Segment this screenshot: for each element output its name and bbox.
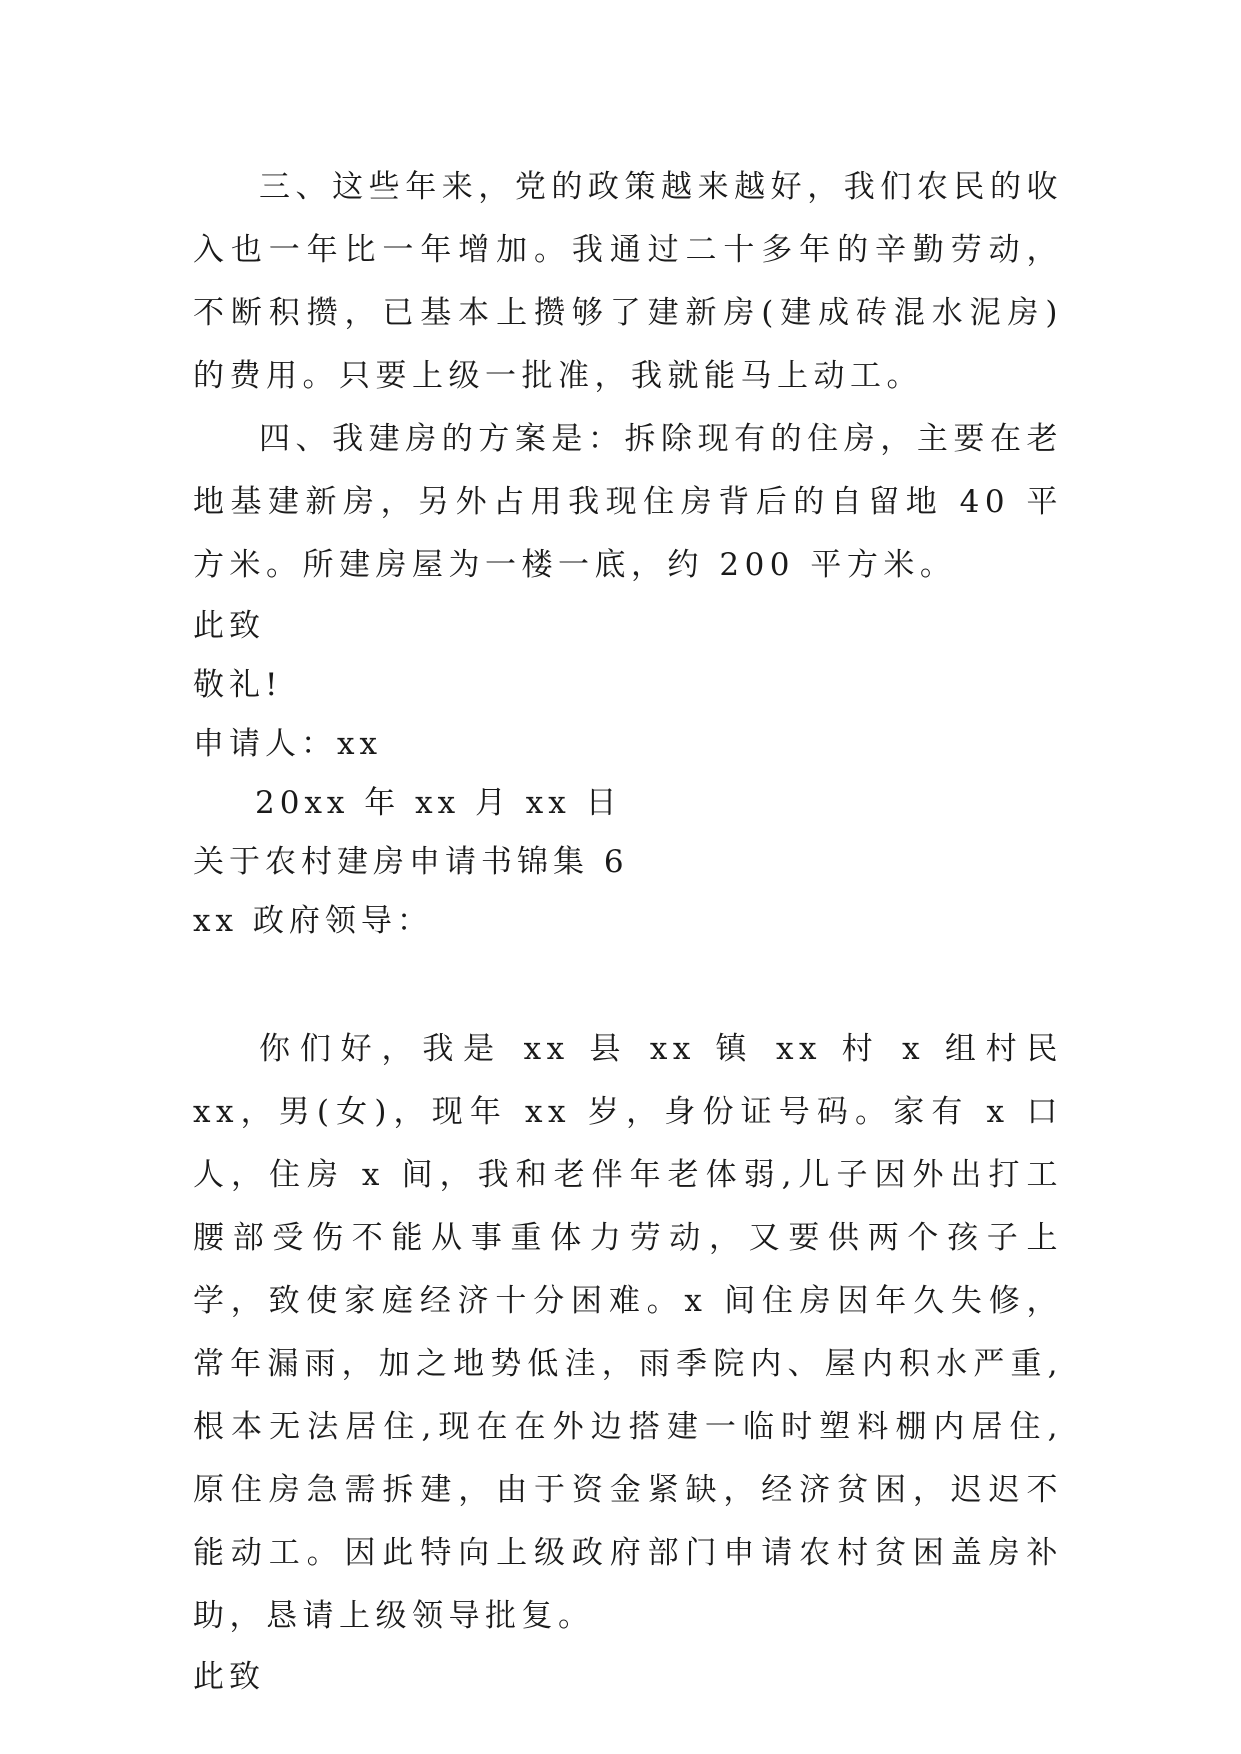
closing-phrase-2: 此致 [193,1659,265,1695]
section-title: 关于农村建房申请书锦集 6 [193,844,629,880]
applicant-line: 申请人：xx [193,726,382,762]
salutation: xx 政府领导： [193,903,433,939]
closing-salute: 敬礼! [193,667,283,703]
date-line: 20xx 年 xx 月 xx 日 [255,785,622,821]
document-body [193,156,1063,1707]
body-paragraph: 你们好，我是 xx 县 xx 镇 xx 村 x 组村民 xx，男(女)，现年 xx 岁，身份证号码。家有 x 口人，住房 x 间，我和老伴年老体弱,儿子因外出打工腰部受伤不能从事重体力劳动，又要供两个孩子上学，致使家庭经济十分困难。x 间住房因年久失修，常年漏雨，加之地势低洼，雨季院内、屋内积水严重,根本无法居住,现在在外边搭建一临时塑料棚内居住,原住房急需拆建，由于资金紧缺，经济贫困，迟迟不能动工。因此特向上级政府部门申请农村贫困盖房补助，恳请上级领导批复。 [193,1031,1063,1634]
closing-phrase: 此致 [193,608,265,644]
blank-line [193,951,1063,1018]
paragraph-three: 三、这些年来，党的政策越来越好，我们农民的收入也一年比一年增加。我通过二十多年的辛勤劳动，不断积攒，已基本上攒够了建新房(建成砖混水泥房)的费用。只要上级一批准，我就能马上动工。 [193,169,1063,394]
paragraph-four: 四、我建房的方案是：拆除现有的住房，主要在老地基建新房，另外占用我现住房背后的自留地 40 平方米。所建房屋为一楼一底，约 200 平方米。 [193,421,1063,583]
